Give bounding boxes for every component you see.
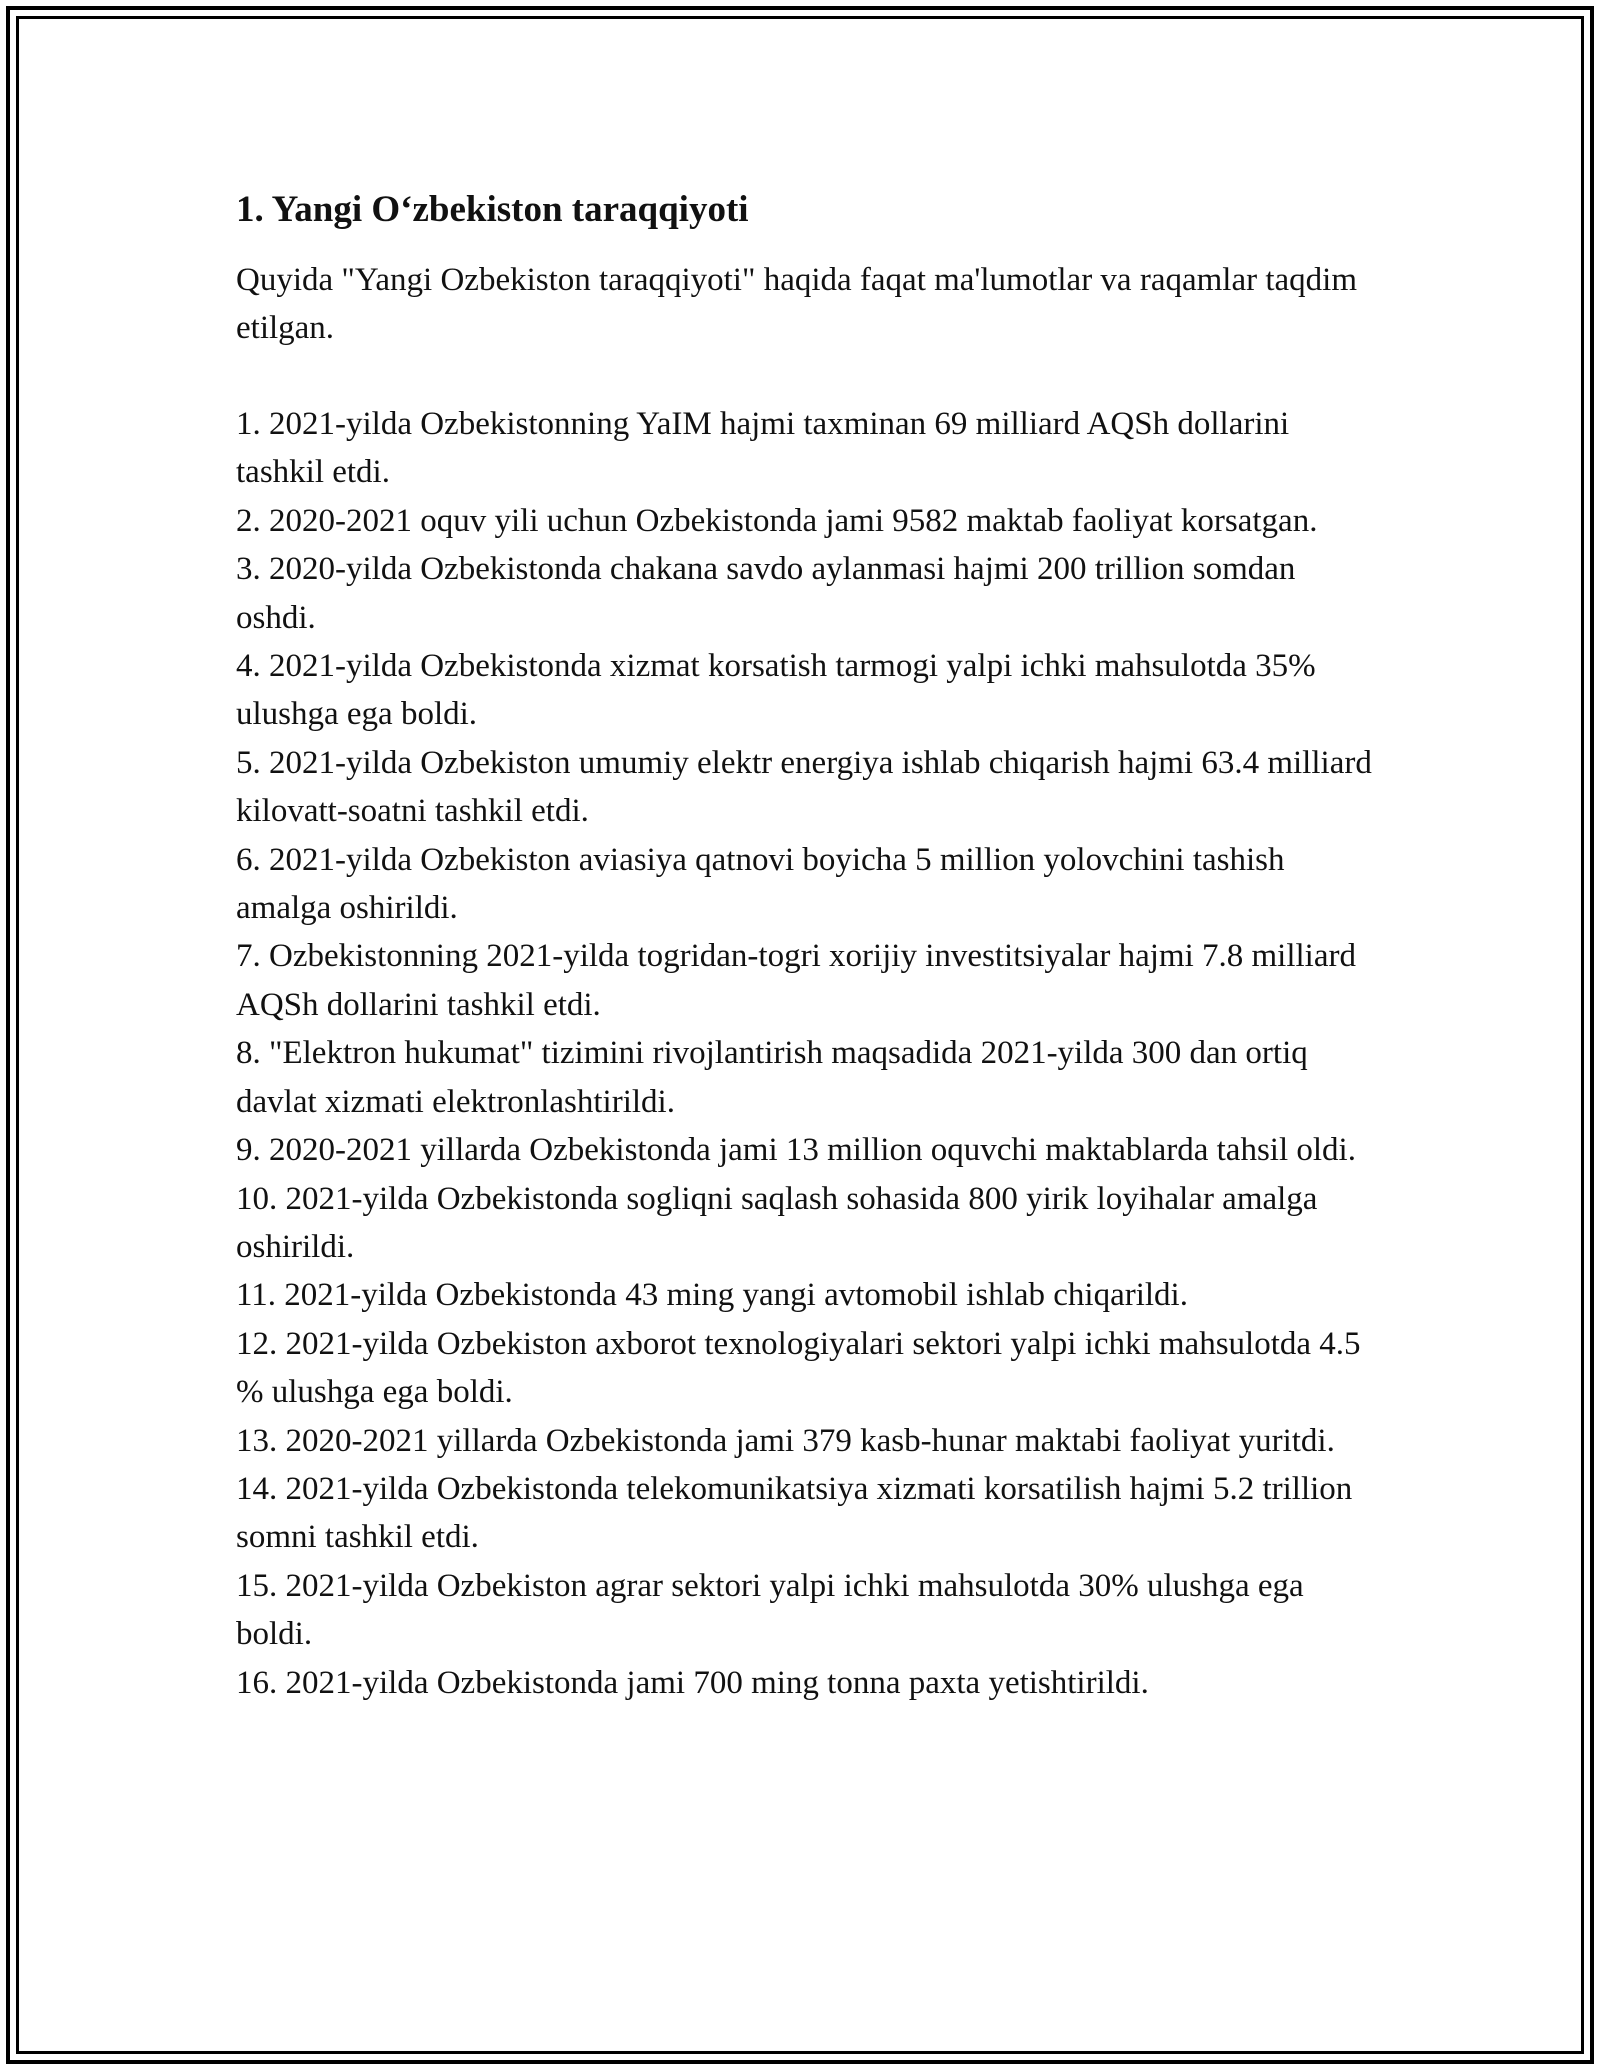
fact-item: 7. Ozbekistonning 2021-yilda togridan-togri xorijiy investitsiyalar hajmi 7.8 milliard AQSh dollarini tashkil etdi. xyxy=(236,938,1356,1023)
fact-item: 13. 2020-2021 yillarda Ozbekistonda jami 379 kasb-hunar maktabi faoliyat yuritdi. xyxy=(236,1422,1335,1459)
document-heading: 1. Yangi O‘zbekiston taraqqiyoti xyxy=(236,189,749,230)
fact-item: 3. 2020-yilda Ozbekistonda chakana savdo aylanmasi hajmi 200 trillion somdan oshdi. xyxy=(236,551,1296,636)
fact-item: 2. 2020-2021 oquv yili uchun Ozbekistonda jami 9582 maktab faoliyat korsatgan. xyxy=(236,502,1318,539)
fact-item: 9. 2020-2021 yillarda Ozbekistonda jami 13 million oquvchi maktablarda tahsil oldi. xyxy=(236,1132,1356,1169)
fact-item: 8. "Elektron hukumat" tizimini rivojlantirish maqsadida 2021-yilda 300 dan ortiq davlat xizmati elektronlashtirildi. xyxy=(236,1035,1308,1120)
fact-item: 10. 2021-yilda Ozbekistonda sogliqni saqlash sohasida 800 yirik loyihalar amalga oshirildi. xyxy=(236,1180,1318,1265)
fact-item: 15. 2021-yilda Ozbekiston agrar sektori yalpi ichki mahsulotda 30% ulushga ega boldi. xyxy=(236,1567,1304,1653)
fact-item: 1. 2021-yilda Ozbekistonning YaIM hajmi taxminan 69 milliard AQSh dollarini tashkil etdi. xyxy=(236,406,1290,491)
fact-item: 4. 2021-yilda Ozbekistonda xizmat korsatish tarmogi yalpi ichki mahsulotda 35% ulushga ega boldi. xyxy=(236,648,1316,733)
fact-item: 12. 2021-yilda Ozbekiston axborot texnologiyalari sektori yalpi ichki mahsulotda 4.5 % ulushga ega boldi. xyxy=(236,1325,1361,1411)
fact-item: 14. 2021-yilda Ozbekistonda telekomunikatsiya xizmati korsatilish hajmi 5.2 trillion somni tashkil etdi. xyxy=(236,1470,1353,1556)
facts-list xyxy=(236,400,1376,1707)
fact-item: 16. 2021-yilda Ozbekistonda jami 700 ming tonna paxta yetishtirildi. xyxy=(236,1664,1149,1701)
fact-item: 6. 2021-yilda Ozbekiston aviasiya qatnovi boyicha 5 million yolovchini tashish amalga oshirildi. xyxy=(236,841,1285,927)
fact-item: 5. 2021-yilda Ozbekiston umumiy elektr energiya ishlab chiqarish hajmi 63.4 milliard kilovatt-soatni tashkil etdi. xyxy=(236,744,1372,830)
fact-item: 11. 2021-yilda Ozbekistonda 43 ming yangi avtomobil ishlab chiqarildi. xyxy=(236,1277,1188,1314)
document-body xyxy=(236,186,1376,1707)
intro-paragraph: Quyida "Yangi Ozbekiston taraqqiyoti" haqida faqat ma'lumotlar va raqamlar taqdim etilgan. xyxy=(236,262,1357,346)
